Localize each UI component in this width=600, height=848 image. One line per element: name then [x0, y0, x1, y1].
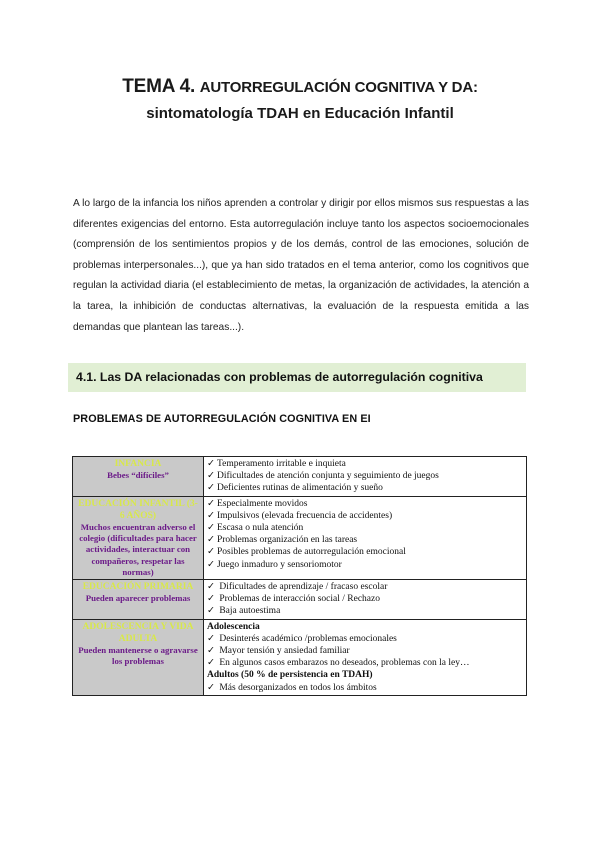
title-line-2: sintomatología TDAH en Educación Infantil [146, 105, 454, 122]
list-item: ✓ Deficientes rutinas de alimentación y sueño [207, 483, 383, 494]
stage-title: EDUCACIÓN PRIMARIA [82, 582, 194, 593]
table-subheading: PROBLEMAS DE AUTORREGULACIÓN COGNITIVA EN EI [73, 413, 371, 425]
list-item: ✓ Dificultades de aprendizaje / fracaso escolar [207, 582, 388, 593]
check-icon: ✓ [207, 594, 215, 605]
check-icon: ✓ [207, 646, 215, 657]
list-item: ✓ Posibles problemas de autorregulación emocional [207, 547, 406, 558]
tema-label: TEMA 4. [122, 76, 196, 97]
check-icon: ✓ [207, 498, 215, 509]
list-item: ✓ Impulsivos (elevada frecuencia de accidentes) [207, 510, 393, 521]
stage-title: EDUCACIÓN INFANTIL (3-6 AÑOS) [78, 498, 198, 521]
list-item: ✓ Más desorganizados en todos los ámbitos [207, 682, 377, 693]
check-icon: ✓ [207, 471, 215, 482]
group-heading-adults: Adultos (50 % de persistencia en TDAH) [207, 670, 373, 681]
check-icon: ✓ [207, 483, 215, 494]
check-icon: ✓ [207, 606, 215, 617]
title-main: AUTORREGULACIÓN COGNITIVA Y DA: [199, 79, 478, 96]
symptoms-cell [204, 580, 527, 620]
list-item: ✓ Problemas organización en las tareas [207, 535, 358, 546]
check-icon: ✓ [207, 582, 215, 593]
symptoms-cell [204, 619, 527, 695]
stage-subtitle: Pueden mantenerse o agravarse los problemas [78, 645, 198, 667]
intro-paragraph: A lo largo de la infancia los niños aprenden a controlar y dirigir por ellos mismos sus respuestas a las diferentes exigencias del entorno. Esta autorregulación incluye tanto los aspectos socioemocionales (comprensión de los sentimientos propios y de los demás, control de las emociones, solución de problemas interpersonales...), que ya han sido tratados en el tema anterior, como los cognitivos que regulan la actividad diaria (el establecimiento de metas, la organización de actividades, la atención a la tarea, la inhibición de conductas alternativas, la evaluación de la respuesta emitida a las demandas que plantean las tareas...). [73, 198, 529, 333]
symptoms-cell [204, 457, 527, 497]
document-title [0, 76, 600, 122]
check-icon: ✓ [207, 658, 215, 669]
check-icon: ✓ [207, 510, 215, 521]
table-row [73, 496, 527, 579]
check-icon: ✓ [207, 547, 215, 558]
list-item: ✓ Juego inmaduro y sensoriomotor [207, 559, 342, 570]
section-heading: 4.1. Las DA relacionadas con problemas de autorregulación cognitiva [68, 363, 526, 392]
list-item: ✓ Dificultades de atención conjunta y seguimiento de juegos [207, 471, 439, 482]
stage-cell [73, 580, 204, 620]
list-item: ✓ En algunos casos embarazos no deseados, problemas con la ley… [207, 658, 470, 669]
title-line-1 [0, 76, 600, 98]
autorregulation-table [72, 456, 527, 696]
stage-cell [73, 619, 204, 695]
list-item: ✓ Desinterés académico /problemas emocionales [207, 633, 397, 644]
symptoms-cell [204, 496, 527, 579]
list-item: ✓ Escasa o nula atención [207, 523, 304, 534]
stage-subtitle: Pueden aparecer problemas [85, 593, 191, 604]
check-icon: ✓ [207, 682, 215, 693]
table-row [73, 457, 527, 497]
list-item: ✓ Especialmente movidos [207, 498, 308, 509]
stage-title: INFANCIA [114, 459, 162, 469]
list-item: ✓ Baja autoestima [207, 606, 281, 617]
check-icon: ✓ [207, 459, 215, 469]
check-icon: ✓ [207, 633, 215, 644]
check-icon: ✓ [207, 535, 215, 546]
stage-subtitle: Muchos encuentran adverso el colegio (dificultades para hacer actividades, interactuar con compañeros, respetar las normas) [79, 522, 197, 577]
list-item: ✓ Temperamento irritable e inquieta [207, 459, 346, 469]
stage-cell [73, 496, 204, 579]
stage-cell [73, 457, 204, 497]
list-item: ✓ Problemas de interacción social / Rechazo [207, 594, 380, 605]
stage-subtitle: Bebes “difíciles” [107, 470, 169, 481]
check-icon: ✓ [207, 523, 215, 534]
group-heading-adolescence: Adolescencia [207, 621, 260, 632]
table-row [73, 580, 527, 620]
list-item: ✓ Mayor tensión y ansiedad familiar [207, 646, 350, 657]
stage-title: ADOLESCENCIA Y VIDA ADULTA [82, 621, 194, 644]
table-row [73, 619, 527, 695]
check-icon: ✓ [207, 559, 215, 570]
